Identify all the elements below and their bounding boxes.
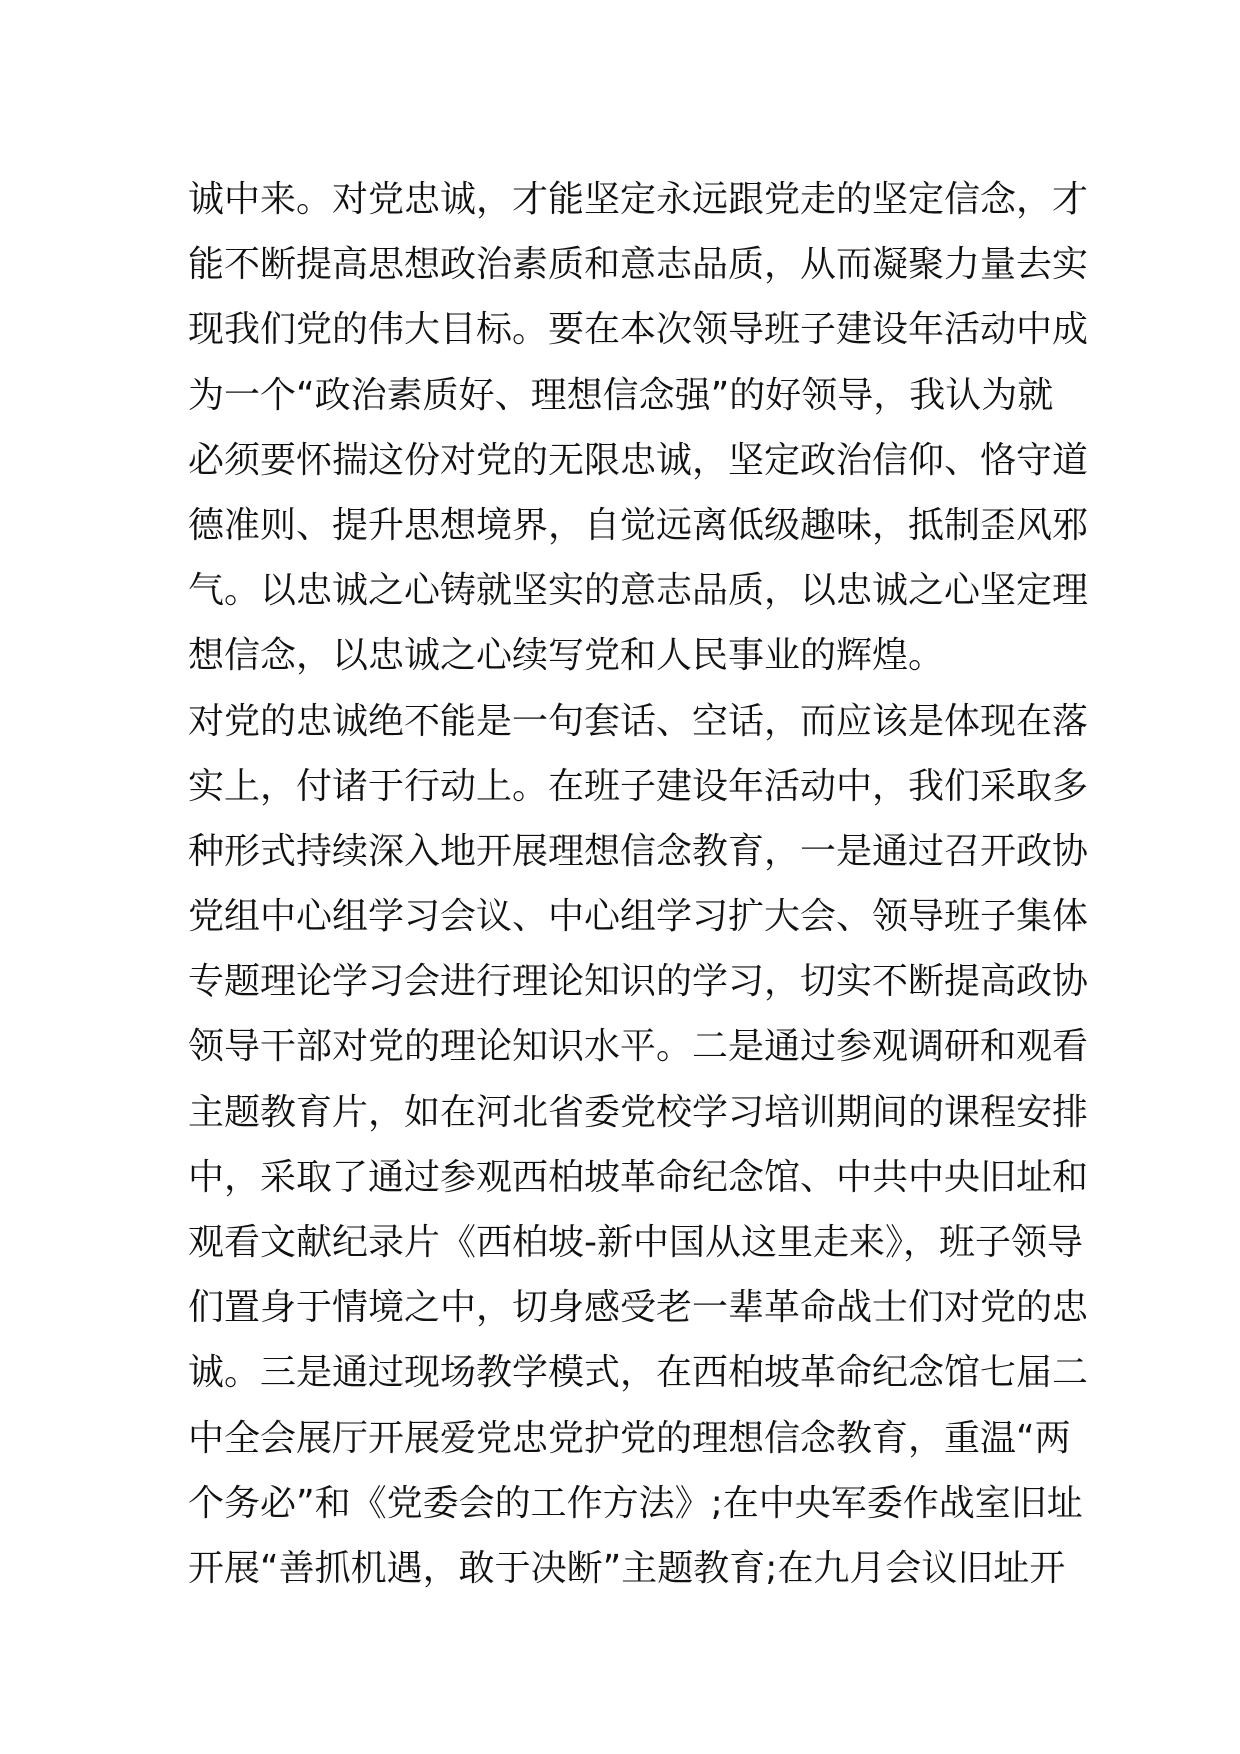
text-line: 现我们党的伟大目标。要在本次领导班子建设年活动中成 <box>188 309 1089 351</box>
text-line: 气。以忠诚之心铸就坚实的意志品质，以忠诚之心坚定理 <box>188 570 1089 612</box>
text-line: 对党的忠诚绝不能是一句套话、空话，而应该是体现在落 <box>188 700 1089 742</box>
text-line: 观看文献纪录片《西柏坡-新中国从这里走来》，班子领导 <box>188 1222 1083 1263</box>
text-line: 专题理论学习会进行理论知识的学习，切实不断提高政协 <box>188 961 1089 1003</box>
text-line: 领导干部对党的理论知识水平。二是通过参观调研和观看 <box>188 1026 1089 1068</box>
text-line: 中全会展厅开展爱党忠党护党的理想信念教育，重温“两 <box>188 1417 1071 1459</box>
text-line: 个务必”和《党委会的工作方法》;在中央军委作战室旧址 <box>188 1482 1083 1524</box>
text-line: 必须要怀揣这份对党的无限忠诚，坚定政治信仰、恪守道 <box>188 439 1089 481</box>
text-line: 德准则、提升思想境界，自觉远离低级趣味，抵制歪风邪 <box>188 504 1089 546</box>
text-line: 实上，付诸于行动上。在班子建设年活动中，我们采取多 <box>188 765 1089 807</box>
text-line: 种形式持续深入地开展理想信念教育，一是通过召开政协 <box>188 830 1089 872</box>
text-line: 主题教育片，如在河北省委党校学习培训期间的课程安排 <box>188 1091 1089 1133</box>
text-line: 诚。三是通过现场教学模式，在西柏坡革命纪念馆七届二 <box>188 1352 1089 1394</box>
body-text <box>188 167 1089 1601</box>
text-line: 们置身于情境之中，切身感受老一辈革命战士们对党的忠 <box>188 1287 1089 1329</box>
text-line: 为一个“政治素质好、理想信念强”的好领导，我认为就 <box>188 374 1054 416</box>
text-line: 能不断提高思想政治素质和意志品质，从而凝聚力量去实 <box>188 244 1089 286</box>
text-line: 开展“善抓机遇，敢于决断”主题教育;在九月会议旧址开 <box>188 1547 1066 1589</box>
text-line: 诚中来。对党忠诚，才能坚定永远跟党走的坚定信念，才 <box>188 179 1089 220</box>
text-line: 中，采取了通过参观西柏坡革命纪念馆、中共中央旧址和 <box>188 1156 1089 1198</box>
text-line: 党组中心组学习会议、中心组学习扩大会、领导班子集体 <box>188 896 1089 938</box>
text-line: 想信念，以忠诚之心续写党和人民事业的辉煌。 <box>188 635 945 677</box>
